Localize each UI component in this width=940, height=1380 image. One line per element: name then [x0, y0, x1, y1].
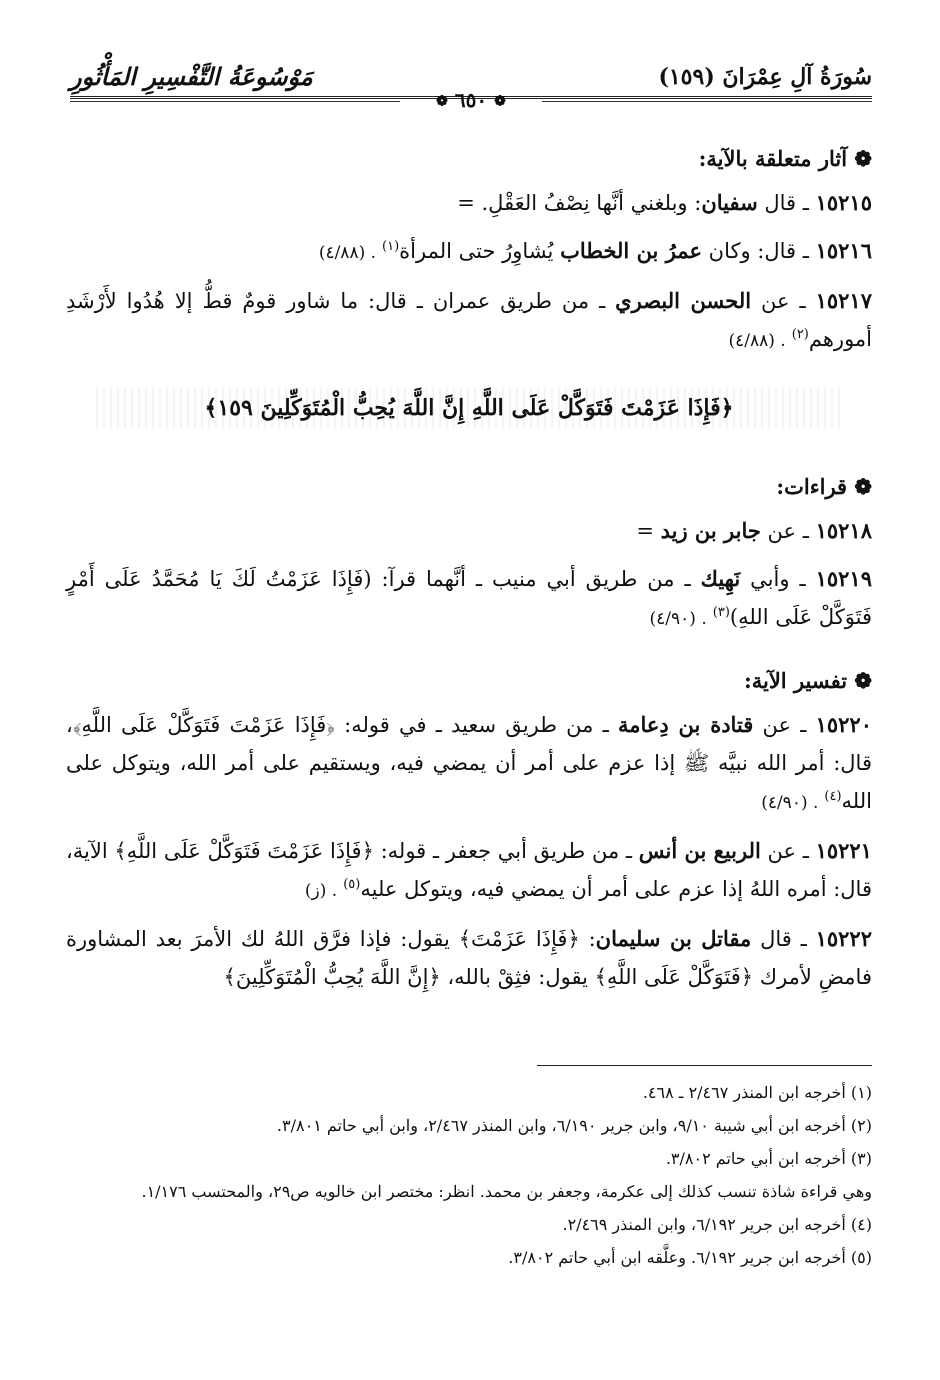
footnote-marker[interactable]: (١)	[382, 239, 400, 254]
footnote-marker[interactable]: (٢)	[791, 327, 809, 342]
footnote-marker[interactable]: (٣)	[712, 605, 730, 620]
athar-item	[66, 232, 872, 272]
narrator-name: قتادة بن دِعامة	[617, 712, 754, 737]
narrator-name: نَهِيك	[700, 566, 741, 591]
footnote: (٥) أخرجه ابن جرير ٦/١٩٢. وعلَّقه ابن أبي حاتم ٣/٨٠٢.	[508, 1248, 872, 1267]
quran-verse: ﴿فَإِذَا عَزَمْتَ فَتَوَكَّلْ عَلَى اللَّهِ إِنَّ اللَّهَ يُحِبُّ الْمُتَوَكِّلِينَ ١٥٩﴾	[204, 395, 734, 421]
athar-text: ـ من طريق سعيد ـ في قوله: ﴿فَإِذَا عَزَمْتَ فَتَوَكَّلْ عَلَى اللَّهِ﴾، قال: أمر الله نبيَّه ﷺ إذا عزم على أمر أن يمضي فيه، ويستقيم على أمر الله، ويتوكل على الله	[66, 713, 872, 813]
athar-text-pre: ـ عن	[751, 289, 806, 313]
athar-number: ١٥٢١٦	[815, 238, 872, 263]
quran-verse-box	[66, 374, 872, 442]
page-number-value: ٦٥٠	[454, 88, 488, 112]
athar-item	[66, 832, 872, 910]
section-title: تفسير الآية:	[743, 668, 848, 693]
athar-text-pre: ـ قال	[751, 927, 807, 951]
section-heading-tafsir	[66, 662, 872, 700]
footnote: (٢) أخرجه ابن أبي شيبة ٩/١٠، وابن جرير ٦/١٩٠، وابن المنذر ٢/٤٦٧، وابن أبي حاتم ٣/٨٠١.	[276, 1116, 872, 1135]
narrator-name: سفيان	[701, 190, 758, 215]
page-number-row	[70, 88, 872, 118]
section-gap	[66, 648, 872, 662]
athar-number: ١٥٢١٨	[815, 518, 872, 543]
volume-reference: . (٤/٩٠)	[761, 793, 819, 813]
section-title: آثار متعلقة بالآية:	[698, 146, 848, 171]
athar-text: ـ من طريق أبي جعفر ـ قوله: ﴿فَإِذَا عَزَمْتَ فَتَوَكَّلْ عَلَى اللَّهِ﴾ الآية، قال: أمره اللهُ إذا عزم على أمر أن يمضي فيه، ويتوكل عليه	[66, 839, 872, 901]
footnote: (١) أخرجه ابن المنذر ٢/٤٦٧ ـ ٤٦٨.	[642, 1083, 872, 1102]
athar-item	[66, 706, 872, 822]
athar-number: ١٥٢١٧	[815, 288, 872, 313]
athar-text-pre: ـ وأبي	[740, 567, 806, 591]
footnote-marker[interactable]: (٥)	[343, 877, 361, 892]
athar-text-pre: ـ قال: وكان	[701, 239, 809, 263]
flower-ornament-icon: ❁	[436, 93, 448, 110]
narrator-name: عمرُ بن الخطاب	[560, 238, 702, 263]
athar-text: ـ من طريق أبي منيب ـ أنَّهما قرآ: (فَإِذَا عَزَمْتُ لَكَ يَا مُحَمَّدُ عَلَى أَمْرٍ فَتَوَكَّلْ عَلَى اللهِ)	[66, 567, 872, 629]
book-title: مَوْسُوعَةُ التَّفْسِيرِ المَأْثُورِ	[70, 62, 313, 91]
athar-text: : وبلغني أنَّها نِصْفُ العَقْلِ. =	[457, 191, 702, 215]
athar-item	[66, 560, 872, 638]
athar-number: ١٥٢١٩	[815, 566, 872, 591]
athar-text-pre: ـ قال	[757, 191, 809, 215]
athar-number: ١٥٢١٥	[815, 190, 872, 215]
athar-text-pre: ـ عن	[760, 839, 809, 863]
narrator-name: مقاتل بن سليمان	[595, 926, 752, 951]
flower-ornament-icon: ❁	[494, 93, 506, 110]
section-title: قراءات:	[776, 474, 848, 499]
athar-text: : ﴿فَإِذَا عَزَمْتَ﴾ يقول: فإذا فرَّق اللهُ لك الأمرَ بعد المشاورة فامضِ لأمرك ﴿فَتَوَكَّلْ عَلَى اللَّهِ﴾ يقول: فثِقْ بالله، ﴿إِنَّ اللَّهَ يُحِبُّ الْمُتَوَكِّلِينَ﴾	[66, 927, 872, 989]
main-text	[66, 140, 872, 1006]
athar-number: ١٥٢٢١	[815, 838, 872, 863]
page-number	[70, 88, 872, 112]
volume-reference: . (٤/٩٠)	[649, 609, 707, 629]
athar-item	[66, 282, 872, 360]
narrator-name: الربيع بن أنس	[638, 838, 761, 863]
footnote: (٤) أخرجه ابن جرير ٦/١٩٢، وابن المنذر ٢/٤٦٩.	[562, 1215, 872, 1234]
flower-marker-icon: ❁	[854, 474, 872, 499]
athar-number: ١٥٢٢٠	[815, 712, 872, 737]
footnote: وهي قراءة شاذة تنسب كذلك إلى عكرمة، وجعفر بن محمد. انظر: مختصر ابن خالويه ص٢٩، والمحتسب ١/١٧٦.	[141, 1182, 872, 1201]
footnotes	[66, 1078, 872, 1276]
athar-text: =	[636, 519, 661, 543]
footnote-separator	[537, 1065, 872, 1066]
athar-text: يُشاوِرُ حتى المرأة	[399, 239, 561, 263]
athar-item	[66, 512, 872, 550]
footnote-marker[interactable]: (٤)	[824, 789, 842, 804]
footnote: (٣) أخرجه ابن أبي حاتم ٣/٨٠٢.	[665, 1149, 872, 1168]
volume-reference: . (٤/٨٨)	[728, 331, 786, 351]
flower-marker-icon: ❁	[854, 146, 872, 171]
narrator-name: جابر بن زيد	[660, 518, 761, 543]
section-heading-qiraat	[66, 468, 872, 506]
athar-number: ١٥٢٢٢	[815, 926, 872, 951]
athar-text-pre: ـ عن	[760, 519, 809, 543]
athar-item	[66, 920, 872, 996]
athar-text-pre: ـ عن	[753, 713, 807, 737]
section-heading-athar	[66, 140, 872, 178]
volume-reference: . (ز)	[304, 881, 338, 901]
flower-marker-icon: ❁	[854, 668, 872, 693]
narrator-name: الحسن البصري	[615, 288, 752, 313]
athar-item	[66, 184, 872, 222]
surah-title: سُورَةُ آلِ عِمْرَانَ (١٥٩)	[658, 64, 872, 90]
volume-reference: . (٤/٨٨)	[318, 243, 377, 263]
athar-text: ـ من طريق عمران ـ قال: ما شاور قومٌ قطُّ إلا هُدُوا لأَرْشَدِ أمورهم	[66, 289, 872, 351]
